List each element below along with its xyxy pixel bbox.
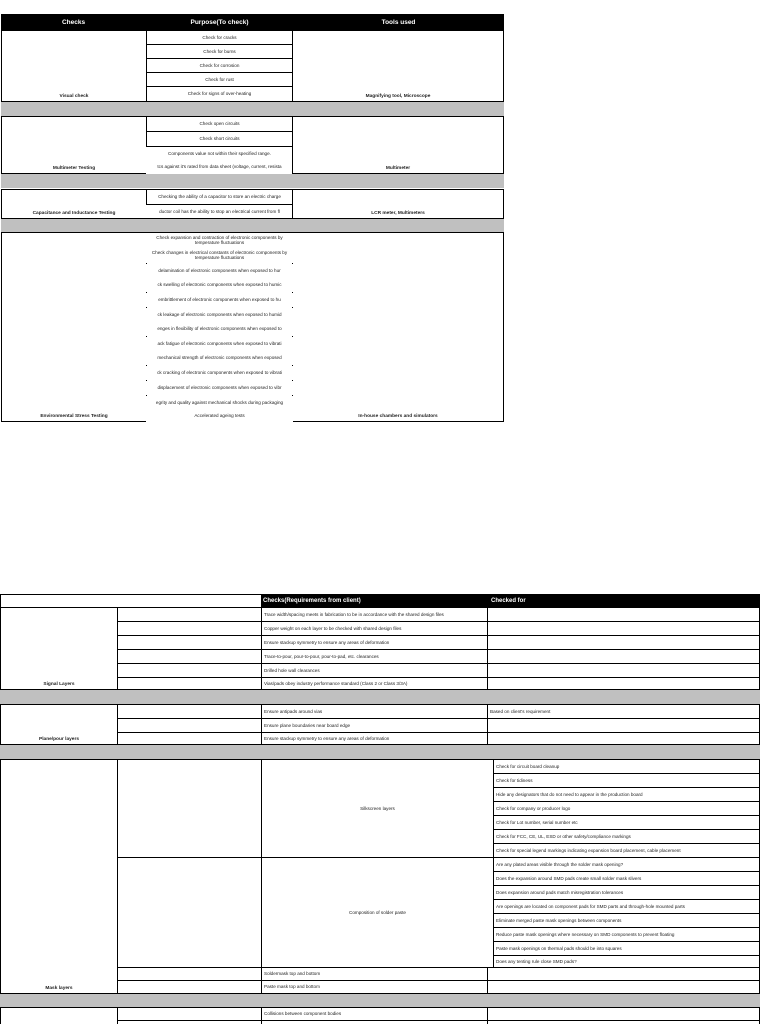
purpose-cell: Check for cracks <box>146 30 293 45</box>
table2-header-blank <box>0 594 262 608</box>
client-check-cell: Ensure stackup symmetry to ensure any areas of deformation <box>261 635 488 650</box>
header-checks: Checks <box>61 18 86 26</box>
purpose-cell: Accelerated ageing tests <box>146 410 293 422</box>
visual-check-tools: Magnifying tool, Microscope <box>292 30 504 102</box>
checked-for-item: Does the expansion around SMD pads create small solder mask slivers <box>493 871 760 886</box>
environmental-purpose-column <box>146 232 293 422</box>
row-blank <box>487 1020 760 1024</box>
row-blank <box>117 718 262 733</box>
header-client-checks: Checks(Requirements from client) <box>263 598 361 604</box>
last-section-label <box>0 1007 118 1024</box>
checked-for-item: Hide any designators that do not need to appear in the production board <box>493 787 760 802</box>
header-checked-for: Checked for <box>491 598 526 604</box>
row-blank <box>117 649 262 664</box>
separator-row <box>0 994 760 1007</box>
plane-rows <box>117 704 760 745</box>
row-blank <box>261 1020 488 1024</box>
checked-for-cell <box>487 649 760 664</box>
checked-for-cell <box>487 607 760 622</box>
client-check-cell: Collisions between component bodies <box>261 1007 488 1021</box>
row-blank <box>117 704 262 719</box>
row-blank <box>117 621 262 636</box>
purpose-cell: embrittlement of electronic components when exposed to hu <box>146 293 293 307</box>
checked-for-item: Check for FCC, CE, UL, ESD or other safety/compliance markings <box>493 829 760 844</box>
checked-for-item: Check for special legend markings indicating expansion board placement, cable placement <box>493 843 760 858</box>
header-purpose: Purpose(To check) <box>190 18 249 26</box>
checked-for-cell <box>487 967 760 981</box>
silkscreen-label: Silkscreen layers <box>261 759 494 858</box>
purpose-cell: Check for signs of over-heating <box>146 86 293 102</box>
purpose-cell: Check short circuits <box>146 131 293 147</box>
row-blank <box>117 607 262 622</box>
separator-row <box>0 690 760 704</box>
checked-for-item: Check for circuit board cleanup <box>493 759 760 774</box>
purpose-cell: enges in flexibility of electronic components when exposed to <box>146 322 293 336</box>
environmental-tools: In-house chambers and simulators <box>292 232 504 422</box>
row-blank <box>117 635 262 650</box>
client-check-cell: Ensure stackup symmetry to ensure any areas of deformation <box>261 732 488 745</box>
signal-rows <box>117 607 760 690</box>
environmental-label: Environmental Stress Testing <box>1 232 147 422</box>
checked-for-cell: Based on client's requirement <box>487 704 760 719</box>
purpose-cell: Check for burns <box>146 44 293 59</box>
separator-row <box>1 174 504 188</box>
signal-layers-label: Signal Layers <box>0 607 118 690</box>
checked-for-item: Check for company or producer logo <box>493 801 760 816</box>
checked-for-cell <box>487 663 760 678</box>
checked-for-cell <box>487 718 760 733</box>
multimeter-tools: Multimeter <box>292 116 504 174</box>
checked-for-item: Eliminate merged paste mask openings between components <box>493 913 760 928</box>
checked-for-cell <box>487 732 760 745</box>
plane-layers-label: Plane/pour layers <box>0 704 118 745</box>
mask-blank-col <box>117 857 262 968</box>
client-check-cell: Ensure antipads around vias <box>261 704 488 719</box>
purpose-cell: mechanical strength of electronic components when exposed <box>146 351 293 365</box>
mask-blank-col <box>117 980 262 994</box>
capacitance-tools: LCR meter, Multimeters <box>292 189 504 219</box>
checked-for-item: Check for Lot number, serial number etc <box>493 815 760 830</box>
table2-header-row <box>261 594 760 608</box>
row-blank <box>117 1007 262 1021</box>
mask-blank-col <box>117 759 262 858</box>
row-blank <box>117 732 262 745</box>
purpose-cell: tcs against it's rated from data sheet (voltage, current, resista <box>146 160 293 174</box>
checked-for-cell <box>487 1007 760 1021</box>
client-check-cell: Ensure plane boundaries near board edge <box>261 718 488 733</box>
row-blank <box>117 663 262 678</box>
multimeter-label: Multimeter Testing <box>1 116 147 174</box>
header-tools: Tools used <box>381 18 416 26</box>
client-check-cell: Soldermask top and bottom <box>261 967 488 981</box>
purpose-cell: delamination of electronic components when exposed to hur <box>146 264 293 278</box>
client-check-cell: Drilled hole wall clearances <box>261 663 488 678</box>
purpose-cell: Check open circuits <box>146 116 293 132</box>
capacitance-label: Capacitance and Inductance Testing <box>1 189 147 219</box>
client-check-cell: Vias/pads obey industry performance standard (Class 2 or Class 3/3A) <box>261 677 488 690</box>
purpose-cell: Check for corrosion <box>146 58 293 73</box>
purpose-cell: Check expansion and contraction of electronic components by temperature fluctuations <box>146 233 293 247</box>
purpose-cell: Check for rust <box>146 72 293 87</box>
purpose-cell: displacement of electronic components when exposed to vibr <box>146 381 293 395</box>
checked-for-cell <box>487 621 760 636</box>
row-blank <box>117 1020 262 1024</box>
table1-header-row <box>1 14 504 30</box>
purpose-cell: ack fatigue of electronic components when exposed to vibrati <box>146 337 293 351</box>
purpose-cell: Checking the ability of a capacitor to store an electric charge <box>146 189 293 205</box>
checked-for-item: Does any tenting rule close SMD pads? <box>493 955 760 968</box>
checked-for-item: Are openings are located on component pads for SMD parts and through-hole mounted parts <box>493 899 760 914</box>
client-check-cell: Trace width/spacing meets in fabrication to be in accordance with the shared design files <box>261 607 488 622</box>
purpose-cell: ck cracking of electronic components when exposed to vibrati <box>146 366 293 380</box>
silkscreen-items <box>493 759 760 858</box>
purpose-cell: ductor coil has the ability to stop an electrical current from fl <box>146 204 293 219</box>
checked-for-item: Does expansion around pads match misregistration tolerances <box>493 885 760 900</box>
separator-row <box>1 219 504 232</box>
checked-for-item: Are any plated areas visible through the solder mask opening? <box>493 857 760 872</box>
solder-paste-label: Composition of solder paste <box>261 857 494 968</box>
client-check-cell: Trace-to-pour, pour-to-pour, pour-to-pad, etc. clearances <box>261 649 488 664</box>
purpose-cell: ck swelling of electronic components when exposed to humic <box>146 278 293 292</box>
purpose-cell: Components value not within their specified range. <box>146 146 293 161</box>
client-check-cell: Copper weight on each layer to be checked with shared design files <box>261 621 488 636</box>
row-blank <box>117 677 262 690</box>
checked-for-cell <box>487 635 760 650</box>
checked-for-item: Paste mask openings on thermal pads should be into squares <box>493 941 760 956</box>
mask-layers-label: Mask layers <box>0 759 118 994</box>
separator-row <box>1 102 504 116</box>
checked-for-cell <box>487 980 760 994</box>
purpose-cell: ck leakage of electronic components when exposed to humid <box>146 308 293 322</box>
purpose-cell: egrity and quality against mechanical shocks during packaging <box>146 396 293 410</box>
separator-row <box>0 745 760 759</box>
visual-check-label: Visual check <box>1 30 147 102</box>
solder-paste-items <box>493 857 760 968</box>
checked-for-item: Check for tidiness <box>493 773 760 788</box>
purpose-cell: Check changes in electrical constants of electronic components by temperature fluctuations <box>146 247 293 263</box>
client-check-cell: Paste mask top and bottom <box>261 980 488 994</box>
mask-blank-col <box>117 967 262 981</box>
checked-for-cell <box>487 677 760 690</box>
checked-for-item: Reduce paste mask openings where necessary on SMD components to prevent floating <box>493 927 760 942</box>
